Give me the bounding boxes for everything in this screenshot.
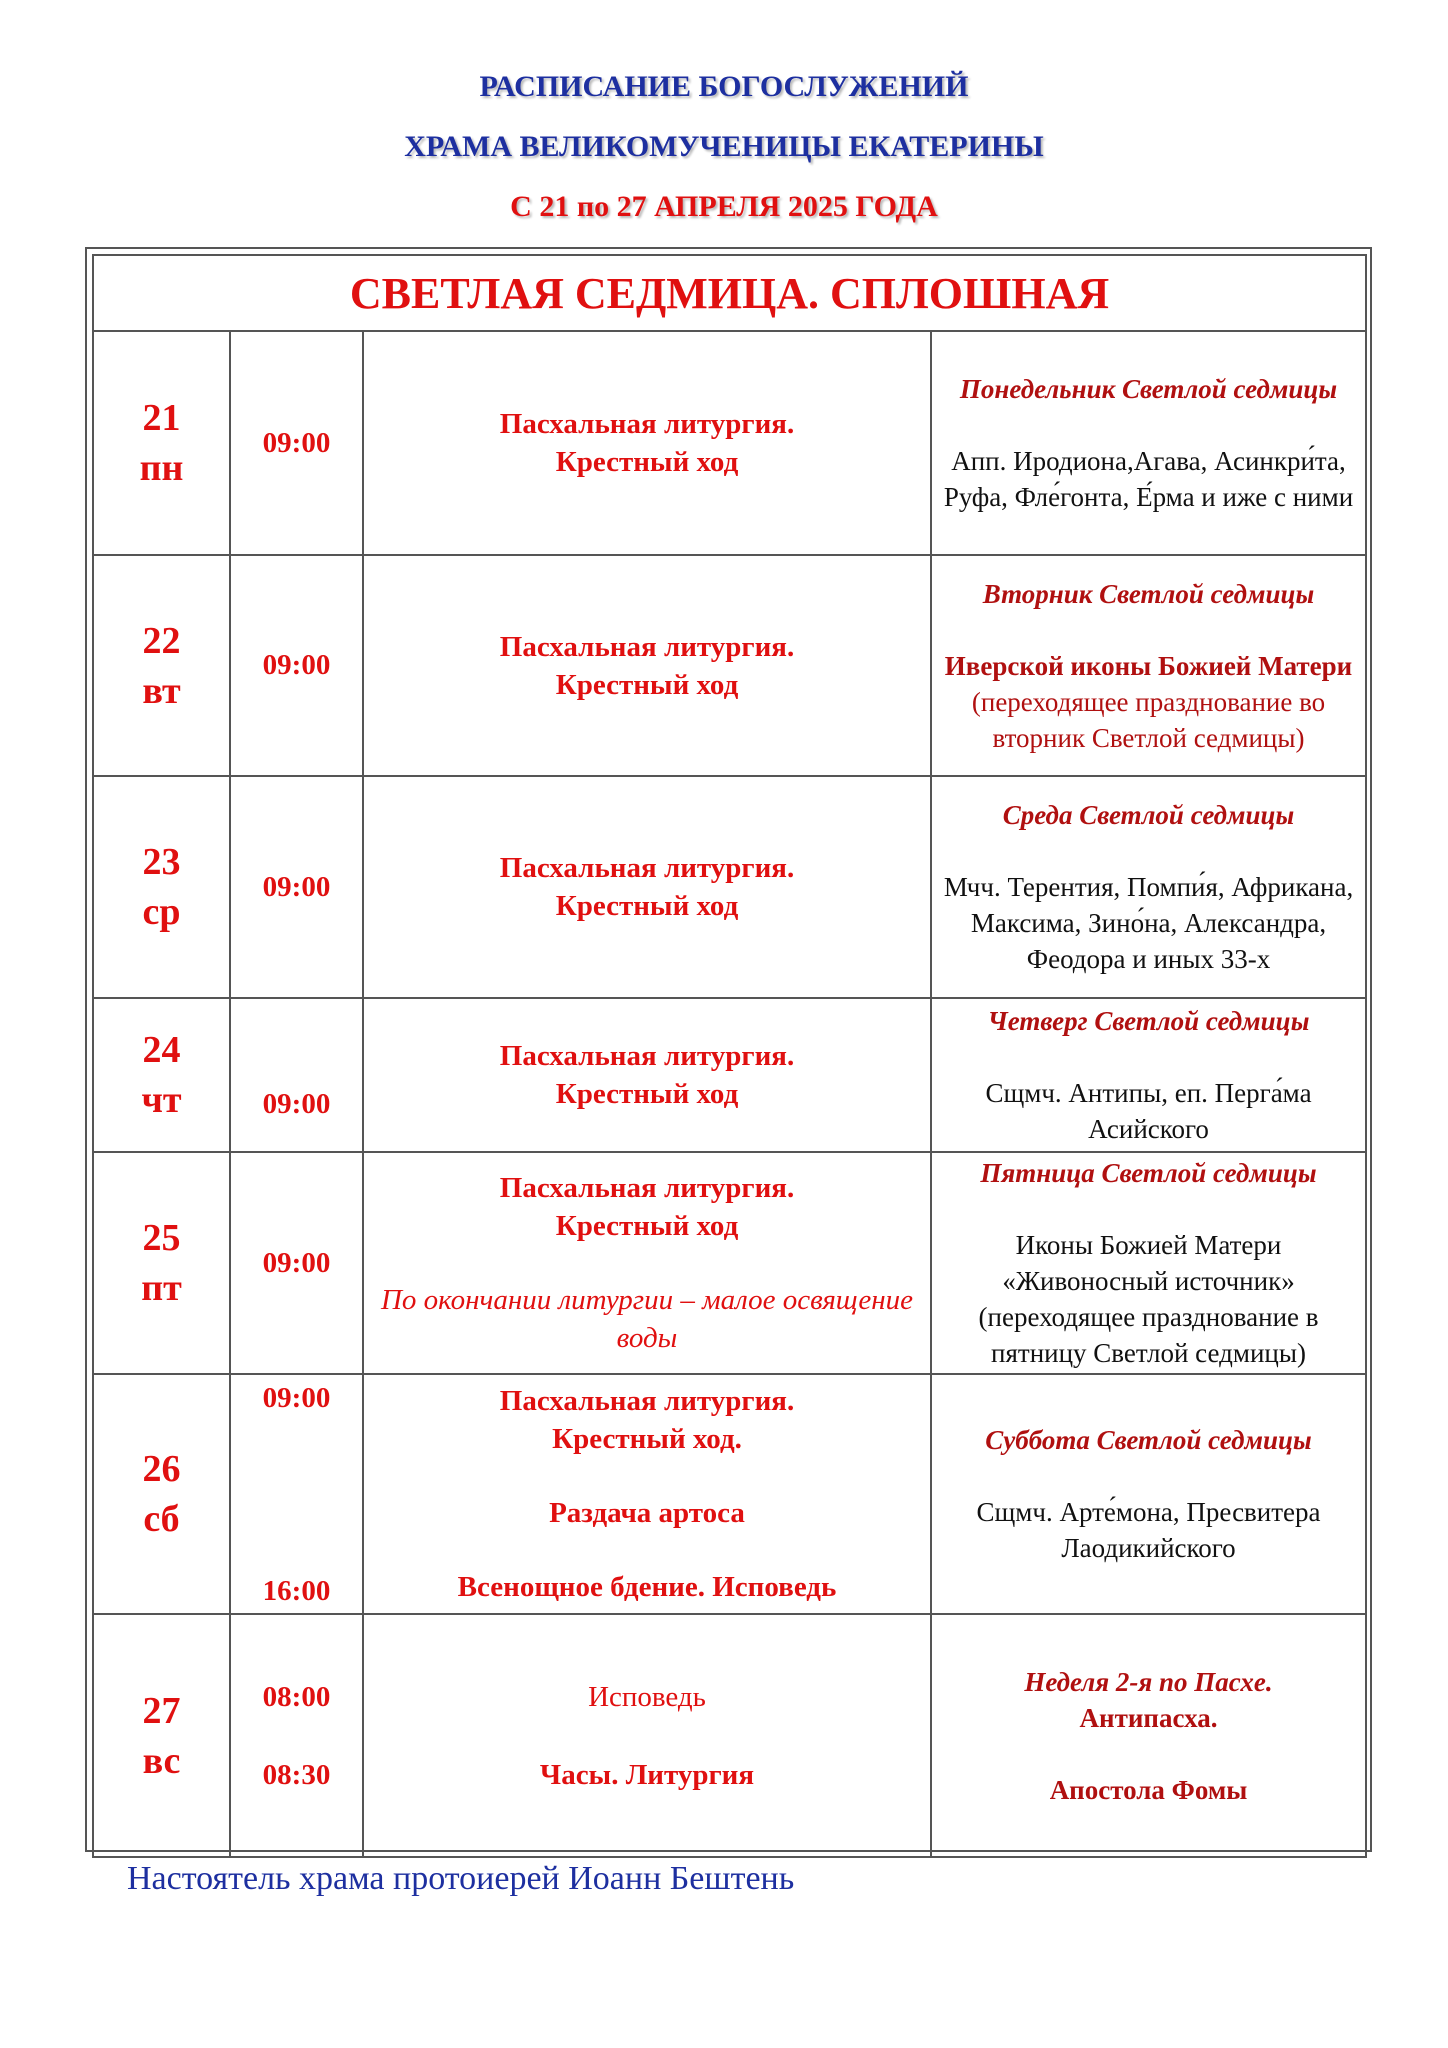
time-cell [230,1374,363,1614]
feast-text: Мчч. Терентия, Помпи́я, Африкана, Максима, Зино́на, Александра, Феодора и иных 33-х [943,872,1354,974]
day-weekday: вс [142,1739,181,1782]
feast-bold: Иверской иконы Божией Матери [944,650,1353,681]
table-row [93,1614,1366,1857]
day-weekday: сб [143,1498,180,1540]
table-row [93,1152,1366,1374]
day-cell [93,776,230,998]
service-cell [363,1374,931,1614]
feast-bold: Апостола Фомы [1049,1774,1248,1805]
time-cell: 09:00 [230,998,363,1152]
time-cell [230,1614,363,1857]
feast-title: Понедельник Светлой седмицы [959,374,1338,404]
table-row [93,331,1366,555]
feast-cell [931,998,1366,1152]
schedule-table [92,254,1367,1858]
service-line: Пасхальная литургия. [499,1172,795,1204]
day-cell [93,1374,230,1614]
table-row [93,776,1366,998]
feast-title: Среда Светлой седмицы [1002,800,1295,830]
day-weekday: пн [139,447,184,489]
service-cell [363,998,931,1152]
week-title-row [93,255,1366,331]
day-date: 23 [142,841,181,883]
service-cell [363,776,931,998]
service-line: Пасхальная литургия. [499,852,795,884]
time-cell: 09:00 [230,1152,363,1374]
feast-text: Сщмч. Антипы, еп. Перга́ма Асийского [985,1078,1312,1144]
date-range: С 21 по 27 АПРЕЛЯ 2025 ГОДА [510,190,938,223]
feast-bold: Антипасха. [1079,1702,1218,1733]
service-line: Часы. Литургия [539,1758,755,1791]
service-line: Крестный ход. [552,1423,742,1455]
service-line: Крестный ход [555,1078,739,1110]
rector-signature-line: Настоятель храма протоиерей Иоанн Бештень [127,1860,795,1897]
table-row [93,998,1366,1152]
time-first: 09:00 [262,1382,331,1414]
day-weekday: ср [142,891,181,933]
service-line: Пасхальная литургия. [499,408,795,440]
service-line: Пасхальная литургия. [499,630,795,663]
feast-title: Четверг Светлой седмицы [987,1006,1310,1036]
service-line: Крестный ход [555,668,739,701]
feast-cell [931,1152,1366,1374]
feast-title: Пятница Светлой седмицы [980,1158,1317,1188]
feast-text: Сщмч. Арте́мона, Пресвитера Лаодикийского [976,1497,1321,1563]
day-cell [93,1152,230,1374]
service-note: По окончании литургии – малое освящение воды [380,1284,914,1354]
day-date: 25 [142,1217,181,1259]
service-line: Крестный ход [555,446,739,478]
service-cell [363,555,931,776]
service-cell [363,1152,931,1374]
table-row [93,555,1366,776]
time-second: 08:30 [262,1758,331,1791]
feast-text: Апп. Иродиона,Агава, Асинкри́та, Руфа, Фле́гонта, Е́рма и иже с ними [943,446,1354,512]
time-cell: 09:00 [230,776,363,998]
church-name: ХРАМА ВЕЛИКОМУЧЕНИЦЫ ЕКАТЕРИНЫ [404,130,1044,163]
service-line: Всенощное бдение. Исповедь [457,1571,837,1603]
day-cell [93,331,230,555]
day-weekday: чт [141,1079,182,1121]
feast-title: Вторник Светлой седмицы [982,578,1315,609]
day-weekday: вт [142,669,181,712]
schedule-title: РАСПИСАНИЕ БОГОСЛУЖЕНИЙ [479,70,969,103]
day-date: 22 [142,619,181,662]
service-line: Раздача артоса [549,1497,745,1529]
service-cell [363,1614,931,1857]
schedule-frame [85,247,1372,1852]
feast-cell [931,1374,1366,1614]
feast-text: Иконы Божией Матери «Живоносный источник» (переходящее празднование в пятницу Светлой седмицы) [978,1230,1319,1368]
time-cell: 09:00 [230,555,363,776]
day-cell [93,555,230,776]
feast-title: Неделя 2-я по Пасхе. [1024,1666,1273,1697]
service-line: Крестный ход [555,890,739,922]
time-first: 08:00 [262,1680,331,1713]
day-cell [93,998,230,1152]
day-date: 26 [142,1448,181,1490]
feast-cell [931,555,1366,776]
time-cell: 09:00 [230,331,363,555]
feast-cell [931,331,1366,555]
service-line: Пасхальная литургия. [499,1040,795,1072]
day-cell [93,1614,230,1857]
feast-cell [931,776,1366,998]
service-line: Крестный ход [555,1210,739,1242]
feast-text: (переходящее празднование во вторник Светлой седмицы) [971,686,1326,753]
service-cell [363,331,931,555]
day-date: 27 [142,1689,181,1732]
day-date: 24 [142,1029,181,1071]
week-title: СВЕТЛАЯ СЕДМИЦА. СПЛОШНАЯ [93,255,1366,331]
table-row [93,1374,1366,1614]
feast-cell [931,1614,1366,1857]
day-weekday: пт [141,1267,182,1309]
feast-title: Суббота Светлой седмицы [985,1425,1312,1455]
service-line: Исповедь [588,1680,706,1713]
service-line: Пасхальная литургия. [499,1385,795,1417]
day-date: 21 [142,397,181,439]
time-second: 16:00 [262,1575,331,1607]
